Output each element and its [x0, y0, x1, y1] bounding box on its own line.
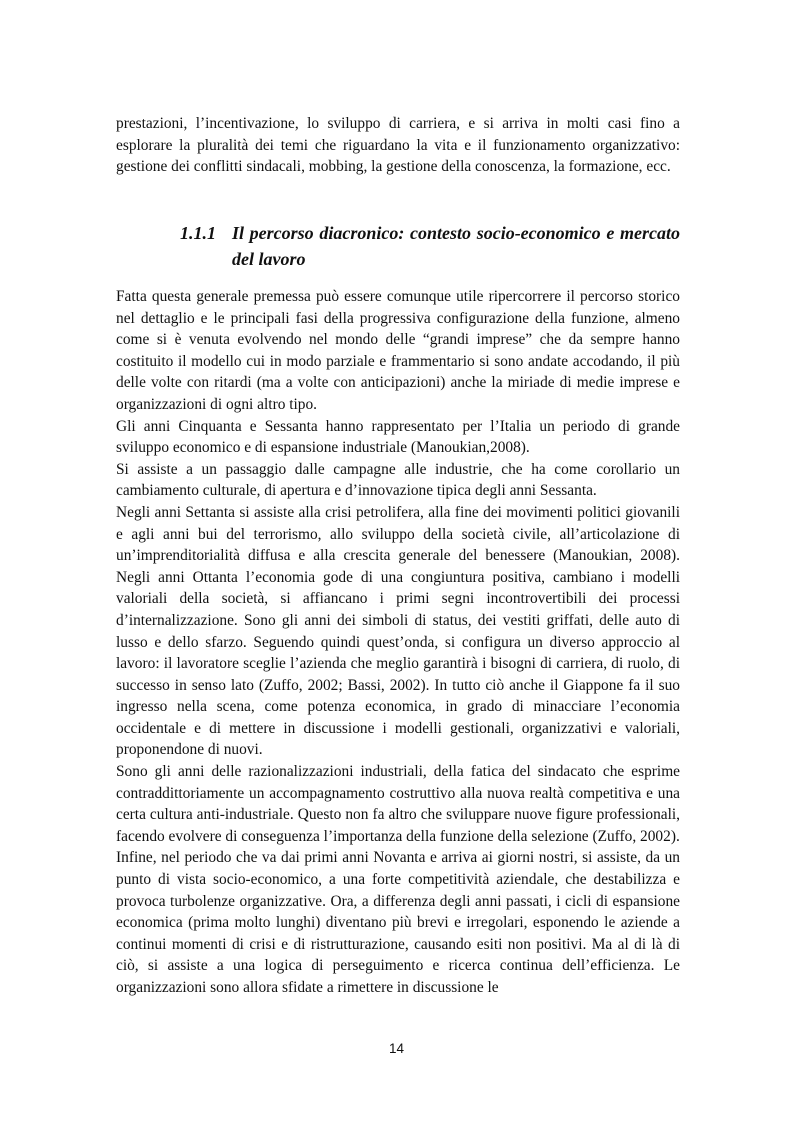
body-paragraph: Infine, nel periodo che va dai primi anni Novanta e arriva ai giorni nostri, si assiste, da un punto di vista socio-economico, a una forte competitività aziendale, che destabilizza e provoca turbolenze organizzative. Ora, a differenza degli anni passati, i cicli di espansione economica (prima molto lunghi) diventano più brevi e irregolari, esponendo le aziende a continui momenti di crisi e di ristrutturazione, causando esiti non positivi. Ma al di là di ciò, si assiste a una logica di perseguimento e ricerca continua dell’efficienza. Le organizzazioni sono allora sfidate a rimettere in discussione le [116, 849, 680, 996]
body-paragraph: Negli anni Settanta si assiste alla crisi petrolifera, alla fine dei movimenti politici giovanili e agli anni bui del terrorismo, allo sviluppo della società civile, all’articolazione di un’imprenditorialità diffusa e alla crescita generale del benessere (Manoukian, 2008). Negli anni Ottanta l’economia gode di una congiuntura positiva, cambiano i modelli valoriali della società, si affiancano i primi segni incontrovertibili dei processi d’internalizzazione. Sono gli anni dei simboli di status, dei vestiti griffati, delle auto di lusso e dello sfarzo. Seguendo quindi quest’onda, si configura un diverso approccio al lavoro: il lavoratore sceglie l’azienda che meglio garantirà i bisogni di carriera, di ruolo, di successo in senso lato (Zuffo, 2002; Bassi, 2002). In tutto ciò anche il Giappone fa il suo ingresso nella scena, come potenza economica, in grado di minacciare l’economia occidentale e di mettere in discussione i modelli gestionali, organizzativi e valoriali, proponendone di nuovi. [116, 503, 680, 759]
section-heading-title: Il percorso diacronico: contesto socio-economico e mercato del lavoro [232, 223, 680, 269]
section-body [116, 286, 680, 999]
body-paragraph: Gli anni Cinquanta e Sessanta hanno rappresentato per l’Italia un periodo di grande sviluppo economico e di espansione industriale (Manoukian,2008). [116, 417, 680, 457]
body-paragraph: Sono gli anni delle razionalizzazioni industriali, della fatica del sindacato che esprime contraddittoriamente un accompagnamento costruttivo alla nuova realtà competitiva e una certa cultura anti-industriale. Questo non fa altro che sviluppare nuove figure professionali, facendo evolvere di conseguenza l’importanza della funzione della selezione (Zuffo, 2002). [116, 763, 680, 845]
intro-paragraph: prestazioni, l’incentivazione, lo sviluppo di carriera, e si arriva in molti casi fino a esplorare la pluralità dei temi che riguardano la vita e il funzionamento organizzativo: gestione dei conflitti sindacali, mobbing, la gestione della conoscenza, la formazione, ecc. [116, 115, 680, 176]
page-number: 14 [388, 1041, 405, 1056]
body-paragraph: Fatta questa generale premessa può essere comunque utile ripercorrere il percorso storico nel dettaglio e le principali fasi della progressiva configurazione della funzione, almeno come si è venuta evolvendo nel mondo delle “grandi imprese” che da sempre hanno costituito il modello cui in modo parziale e frammentario si sono andate accodando, il più delle volte con ritardi (ma a volte con anticipazioni) anche la miriade di medie imprese e organizzazioni di ogni altro tipo. [116, 288, 680, 413]
section-heading [180, 221, 680, 272]
body-paragraph: Si assiste a un passaggio dalle campagne alle industrie, che ha come corollario un cambiamento culturale, di apertura e d’innovazione tipica degli anni Sessanta. [116, 460, 680, 500]
section-heading-number: 1.1.1 [180, 223, 216, 243]
